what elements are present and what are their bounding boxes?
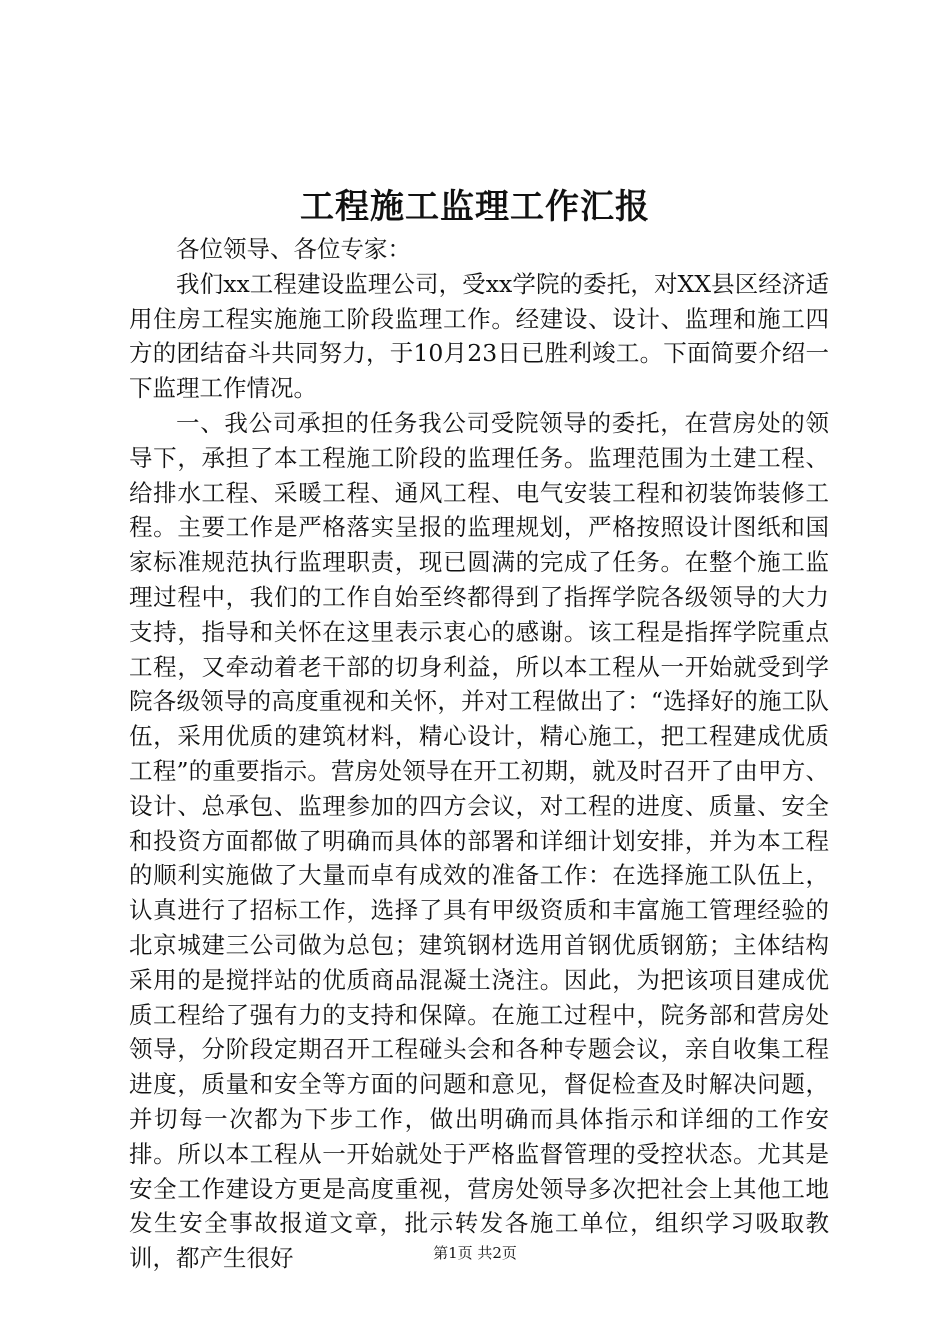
- intro-paragraph: 我们xx工程建设监理公司，受xx学院的委托，对XX县区经济适用住房工程实施施工阶段监理工作。经建设、设计、监理和施工四方的团结奋斗共同努力，于10月23日已胜利竣工。下面简要介绍一下监理工作情况。: [129, 269, 829, 403]
- page-number-footer: 第1页 共2页: [433, 1244, 517, 1262]
- salutation-paragraph: 各位领导、各位专家：: [176, 235, 411, 263]
- document-body: [129, 232, 829, 1276]
- section-one-paragraph: 一、我公司承担的任务我公司受院领导的委托，在营房处的领导下，承担了本工程施工阶段的监理任务。监理范围为土建工程、给排水工程、采暖工程、通风工程、电气安装工程和初装饰装修工程。主要工作是严格落实呈报的监理规划，严格按照设计图纸和国家标准规范执行监理职责，现已圆满的完成了任务。在整个施工监理过程中，我们的工作自始至终都得到了指挥学院各级领导的大力支持，指导和关怀在这里表示衷心的感谢。该工程是指挥学院重点工程，又牵动着老干部的切身利益，所以本工程从一开始就受到学院各级领导的高度重视和关怀，并对工程做出了：“选择好的施工队伍，采用优质的建筑材料，精心设计，精心施工，把工程建成优质工程”的重要指示。营房处领导在开工初期，就及时召开了由甲方、设计、总承包、监理参加的四方会议，对工程的进度、质量、安全和投资方面都做了明确而具体的部署和详细计划安排，并为本工程的顺利实施做了大量而卓有成效的准备工作：在选择施工队伍上，认真进行了招标工作，选择了具有甲级资质和丰富施工管理经验的北京城建三公司做为总包；建筑钢材选用首钢优质钢筋；主体结构采用的是搅拌站的优质商品混凝土浇注。因此，为把该项目建成优质工程给了强有力的支持和保障。在施工过程中，院务部和营房处领导，分阶段定期召开工程碰头会和各种专题会议，亲自收集工程进度，质量和安全等方面的问题和意见，督促检查及时解决问题，并切每一次都为下步工作，做出明确而具体指示和详细的工作安排。所以本工程从一开始就处于严格监督管理的受控状态。尤其是安全工作建设方更是高度重视，营房处领导多次把社会上其他工地发生安全事故报道文章，批示转发各施工单位，组织学习吸取教训，都产生很好: [129, 408, 829, 1273]
- document-title: 工程施工监理工作汇报: [300, 187, 650, 227]
